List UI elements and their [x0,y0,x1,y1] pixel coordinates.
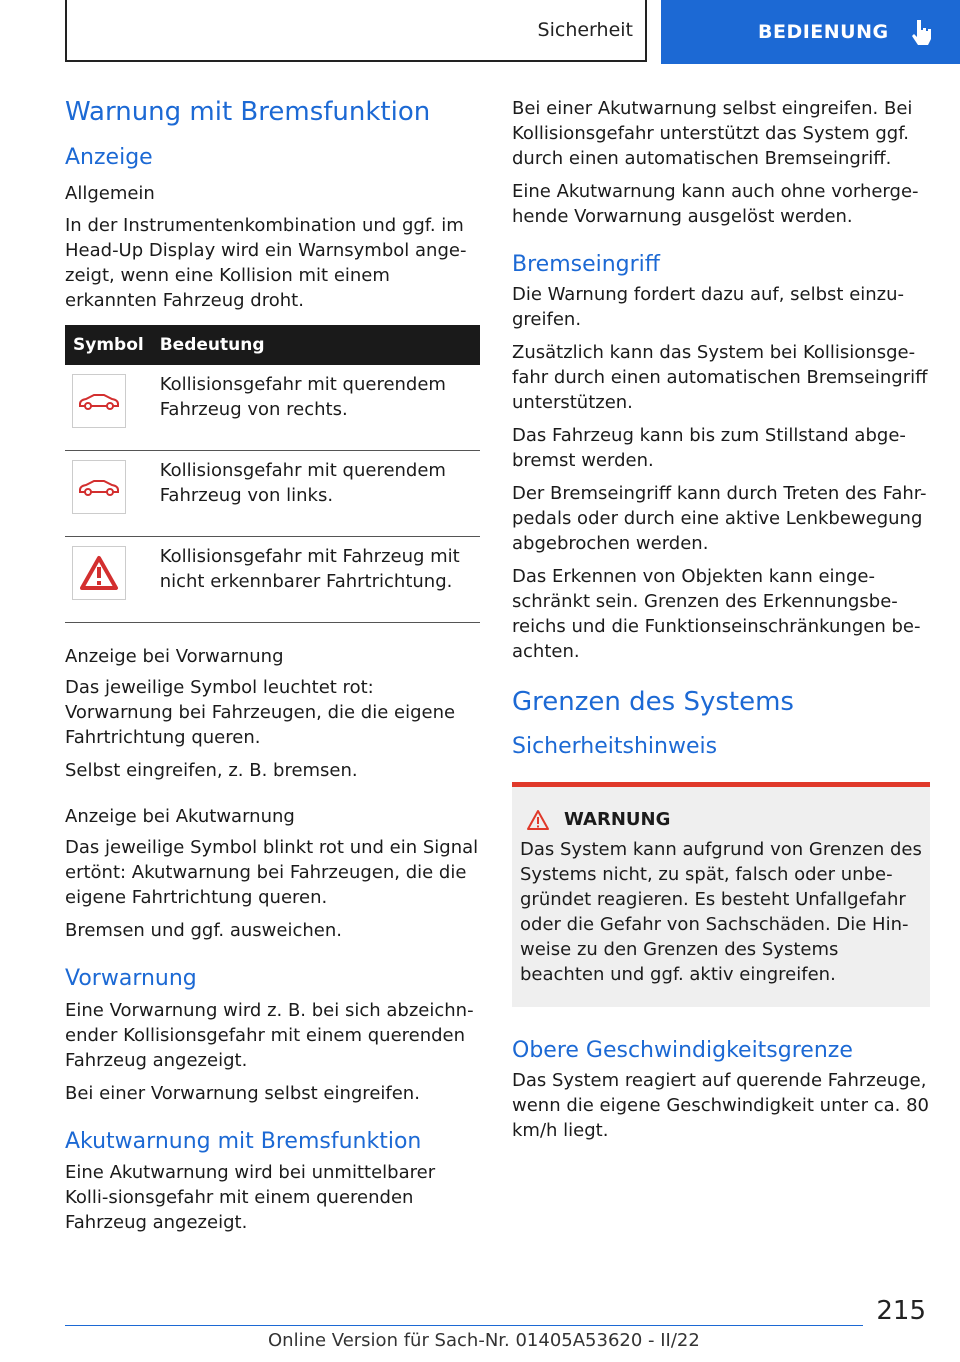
heading-vorwarnung-anzeige: Anzeige bei Vorwarnung [65,645,284,667]
col-meaning: Bedeutung [152,325,480,365]
vorwarnung-p1: Das jeweilige Symbol leuchtet rot: Vorwarnung bei Fahrzeugen, die die eigene Fahrtrichtung queren. [65,676,456,748]
warning-triangle-icon [526,809,550,831]
brems-p1: Die Warnung fordert dazu auf, selbst einzu-greifen. [512,283,905,330]
row-text: Kollisionsgefahr mit Fahrzeug mit nicht erkennbarer Fahrtrichtung. [152,536,480,622]
header-chapter: BEDIENUNG [758,21,889,43]
subsection-anzeige: Anzeige [65,144,153,170]
warning-triangle-icon [72,546,126,600]
header-chapter-box [661,0,960,64]
subsection-vorwarnung: Vorwarnung [65,966,197,992]
right-column [512,96,930,1151]
left-column [65,96,480,1243]
table-row [65,450,480,536]
right-p1: Bei einer Akutwarnung selbst eingreifen. Bei Kollisionsgefahr unterstützt das System ggf. durch einen automatischen Bremseingriff. [512,98,913,169]
footer-online-version: Online Version für Sach-Nr. 01405A53620 - II/22 [268,1330,700,1351]
warning-text: Das System kann aufgrund von Grenzen des Systems nicht, zu spät, falsch oder unbe-gründet reagieren. Es besteht Unfallgefahr oder die Gefahr von Sachschäden. Die Hin-weise zu den Grenzen des Systems beachten und ggf. aktiv eingreifen. [520,838,922,985]
vorwarnung-text1: Eine Vorwarnung wird z. B. bei sich abzeichn-ender Kollisionsgefahr mit einem querenden Fahrzeug angezeigt. [65,999,474,1071]
car-left-icon [72,460,126,514]
row-text: Kollisionsgefahr mit querendem Fahrzeug von links. [152,450,480,536]
heading-allgemein: Allgemein [65,183,155,205]
brems-p4: Der Bremseingriff kann durch Treten des Fahr-pedals oder durch eine aktive Lenkbewegung abgebrochen werden. [512,482,927,554]
brems-p2: Zusätzlich kann das System bei Kollisionsge-fahr durch einen automatischen Bremseingriff unterstützen. [512,341,928,413]
brems-p5: Das Erkennen von Objekten kann einge-schränkt sein. Grenzen des Erkennungsbe-reichs und die Funktionseinschränkungen be-achten. [512,565,921,662]
speed-text: Das System reagiert auf querende Fahrzeuge, wenn die eigene Geschwindigkeit unter ca. 80 km/h liegt. [512,1069,930,1141]
footer-divider [65,1325,863,1326]
brems-p3: Das Fahrzeug kann bis zum Stillstand abge-bremst werden. [512,424,906,471]
subsection-bremseingriff: Bremseingriff [512,252,660,277]
car-right-icon [72,374,126,428]
right-p2: Eine Akutwarnung kann auch ohne vorherge-hende Vorwarnung ausgelöst werden. [512,181,919,227]
section-grenzen: Grenzen des Systems [512,686,794,717]
page-number: 215 [876,1296,926,1326]
subsection-akut-brems: Akutwarnung mit Bremsfunktion [65,1128,422,1154]
akut-p2: Bremsen und ggf. ausweichen. [65,920,342,942]
section-title: Warnung mit Bremsfunktion [65,97,431,127]
warning-box [512,782,930,1007]
table-row [65,365,480,451]
header-section-box [65,0,647,62]
col-symbol: Symbol [65,325,152,365]
allgemein-text: In der Instrumentenkombination und ggf. im Head-Up Display wird ein Warnsymbol ange-zeigt, wenn eine Kollision mit einem erkannten Fahrzeug droht. [65,214,467,311]
vorwarnung-text2: Bei einer Vorwarnung selbst eingreifen. [65,1082,420,1104]
symbol-table [65,325,480,623]
subsection-sicherheitshinweis: Sicherheitshinweis [512,734,718,760]
row-text: Kollisionsgefahr mit querendem Fahrzeug von rechts. [152,365,480,451]
warning-title: WARNUNG [564,809,671,831]
akutbrems-text: Eine Akutwarnung wird bei unmittelbarer Kolli-sionsgefahr mit einem querenden Fahrzeug angezeigt. [65,1162,436,1234]
subsection-speed: Obere Geschwindigkeitsgrenze [512,1037,853,1063]
header-section: Sicherheit [537,19,633,41]
pointing-hand-icon [909,18,935,46]
table-row [65,536,480,622]
heading-akut-anzeige: Anzeige bei Akutwarnung [65,805,295,827]
akut-p1: Das jeweilige Symbol blinkt rot und ein Signal ertönt: Akutwarnung bei Fahrzeugen, die die eigene Fahrtrichtung queren. [65,837,479,909]
vorwarnung-p2: Selbst eingreifen, z. B. bremsen. [65,759,358,781]
